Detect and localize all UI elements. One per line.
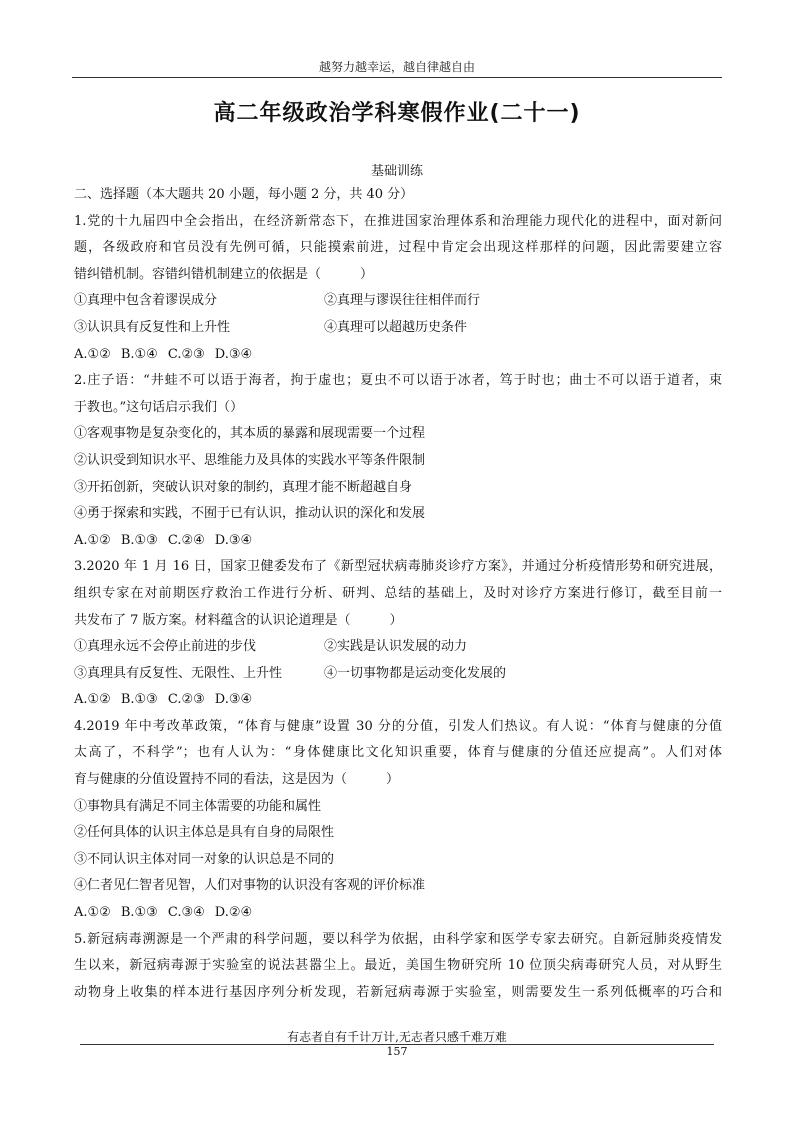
question-text-line: 于教也。”这句话启示我们（）	[74, 399, 244, 415]
document-body	[74, 182, 722, 1006]
option-item: ②认识受到知识水平、思维能力及具体的实践水平等条件限制	[74, 452, 426, 468]
page-title: 高二年级政治学科寒假作业(二十一)	[213, 101, 581, 126]
question-text-line: 动物身上收集的样本进行基因序列分析发现，若新冠病毒源于实验室，则需要发生一系列低概率的巧合和	[74, 984, 722, 1000]
question-5	[74, 927, 722, 1007]
option-item: ①真理中包含着谬误成分	[74, 293, 218, 309]
answer-choice-a: A.①②	[74, 692, 111, 708]
option-item: ③认识具有反复性和上升性	[74, 319, 231, 335]
question-text-line: 题，各级政府和官员没有先例可循，只能摸索前进，过程中肯定会出现这样那样的问题，因此需要建立容	[74, 240, 722, 256]
question-1	[74, 209, 722, 369]
answer-choice-c: C.②③	[167, 346, 205, 362]
answer-choices	[74, 900, 722, 927]
option-item: ④一切事物都是运动变化发展的	[324, 665, 507, 681]
question-text-line: 太高了，不科学”；也有人认为：“身体健康比文化知识重要，体育与健康的分值还应提高”。人们对体	[74, 745, 722, 761]
option-row	[74, 634, 722, 661]
question-text-line: 3.2020 年 1 月 16 日，国家卫健委发布了《新型冠状病毒肺炎诊疗方案》，并通过分析疫情形势和研究进展，	[74, 559, 722, 575]
answer-choices	[74, 687, 722, 714]
option-item: ③开拓创新，突破认识对象的制约，真理才能不断超越自身	[74, 479, 413, 495]
question-text-line: 1.党的十九届四中全会指出，在经济新常态下，在推进国家治理体系和治理能力现代化的进程中，面对新问	[74, 213, 722, 229]
answer-choices	[74, 528, 722, 555]
question-2	[74, 368, 722, 554]
answer-choice-a: A.①②	[74, 905, 111, 921]
answer-choice-b: B.①③	[120, 532, 158, 548]
header-divider	[72, 77, 722, 78]
option-row	[74, 661, 722, 688]
question-text-line: 5.新冠病毒溯源是一个严肃的科学问题，要以科学为依据，由科学家和医学专家去研究。自新冠肺炎疫情发	[74, 931, 722, 947]
question-text-line: 错纠错机制。容错纠错机制建立的依据是（ ）	[74, 266, 374, 282]
option-item: ④勇于探索和实践，不囿于已有认识，推动认识的深化和发展	[74, 506, 426, 522]
answer-choice-d: D.③④	[214, 692, 253, 708]
option-row	[74, 288, 722, 315]
footer-motto: 有志者自有千计万计,无志者只感千难万难	[287, 1030, 507, 1044]
question-text-line: 共发布了 7 版方案。材料蕴含的认识论道理是（ ）	[74, 612, 403, 628]
option-item: ②真理与谬误往往相伴而行	[324, 293, 481, 309]
answer-choice-b: B.①③	[120, 692, 158, 708]
answer-choice-b: B.①③	[120, 905, 158, 921]
question-4	[74, 714, 722, 927]
option-item: ④真理可以超越历史条件	[324, 319, 468, 335]
option-item: ②实践是认识发展的动力	[324, 639, 468, 655]
question-text-line: 组织专家在对前期医疗救治工作进行分析、研判、总结的基础上，及时对诊疗方案进行修订，截至目前一	[74, 585, 722, 601]
answer-choice-d: D.②④	[214, 905, 253, 921]
answer-choice-a: A.①②	[74, 346, 111, 362]
question-text-line: 生以来，新冠病毒源于实验室的说法甚嚣尘上。最近，美国生物研究所 10 位顶尖病毒研究人员，对从野生	[74, 958, 722, 974]
answer-choice-c: C.③④	[167, 905, 205, 921]
option-item: ①事物具有满足不同主体需要的功能和属性	[74, 798, 322, 814]
question-text-line: 4.2019 年中考改革政策，“体育与健康”设置 30 分的分值，引发人们热议。有人说：“体育与健康的分值	[74, 718, 722, 734]
answer-choice-a: A.①②	[74, 532, 111, 548]
question-text-line: 育与健康的分值设置持不同的看法，这是因为（ ）	[74, 772, 400, 788]
answer-choice-b: B.①④	[120, 346, 158, 362]
page-number: 157	[386, 1045, 408, 1058]
answer-choice-d: D.③④	[214, 346, 253, 362]
option-item: ①客观事物是复杂变化的，其本质的暴露和展现需要一个过程	[74, 426, 426, 442]
question-text-line: 2.庄子语：“井蛙不可以语于海者，拘于虚也；夏虫不可以语于冰者，笃于时也；曲士不可以语于道者，束	[74, 373, 722, 389]
option-item: ①真理永远不会停止前进的步伐	[74, 639, 257, 655]
section-title: 基础训练	[370, 164, 423, 179]
answer-choices	[74, 342, 722, 369]
option-item: ③真理具有反复性、无限性、上升性	[74, 665, 283, 681]
header-motto: 越努力越幸运，越自律越自由	[318, 60, 475, 74]
option-item: ②任何具体的认识主体总是具有自身的局限性	[74, 825, 335, 841]
answer-choice-c: C.②③	[167, 692, 205, 708]
option-item: ④仁者见仁智者见智，人们对事物的认识没有客观的评价标准	[74, 878, 426, 894]
question-3	[74, 554, 722, 714]
option-item: ③不同认识主体对同一对象的认识总是不同的	[74, 851, 335, 867]
answer-choice-c: C.②④	[167, 532, 205, 548]
option-row	[74, 315, 722, 342]
section-heading: 二、选择题（本大题共 20 小题，每小题 2 分，共 40 分）	[74, 187, 414, 202]
answer-choice-d: D.③④	[214, 532, 253, 548]
